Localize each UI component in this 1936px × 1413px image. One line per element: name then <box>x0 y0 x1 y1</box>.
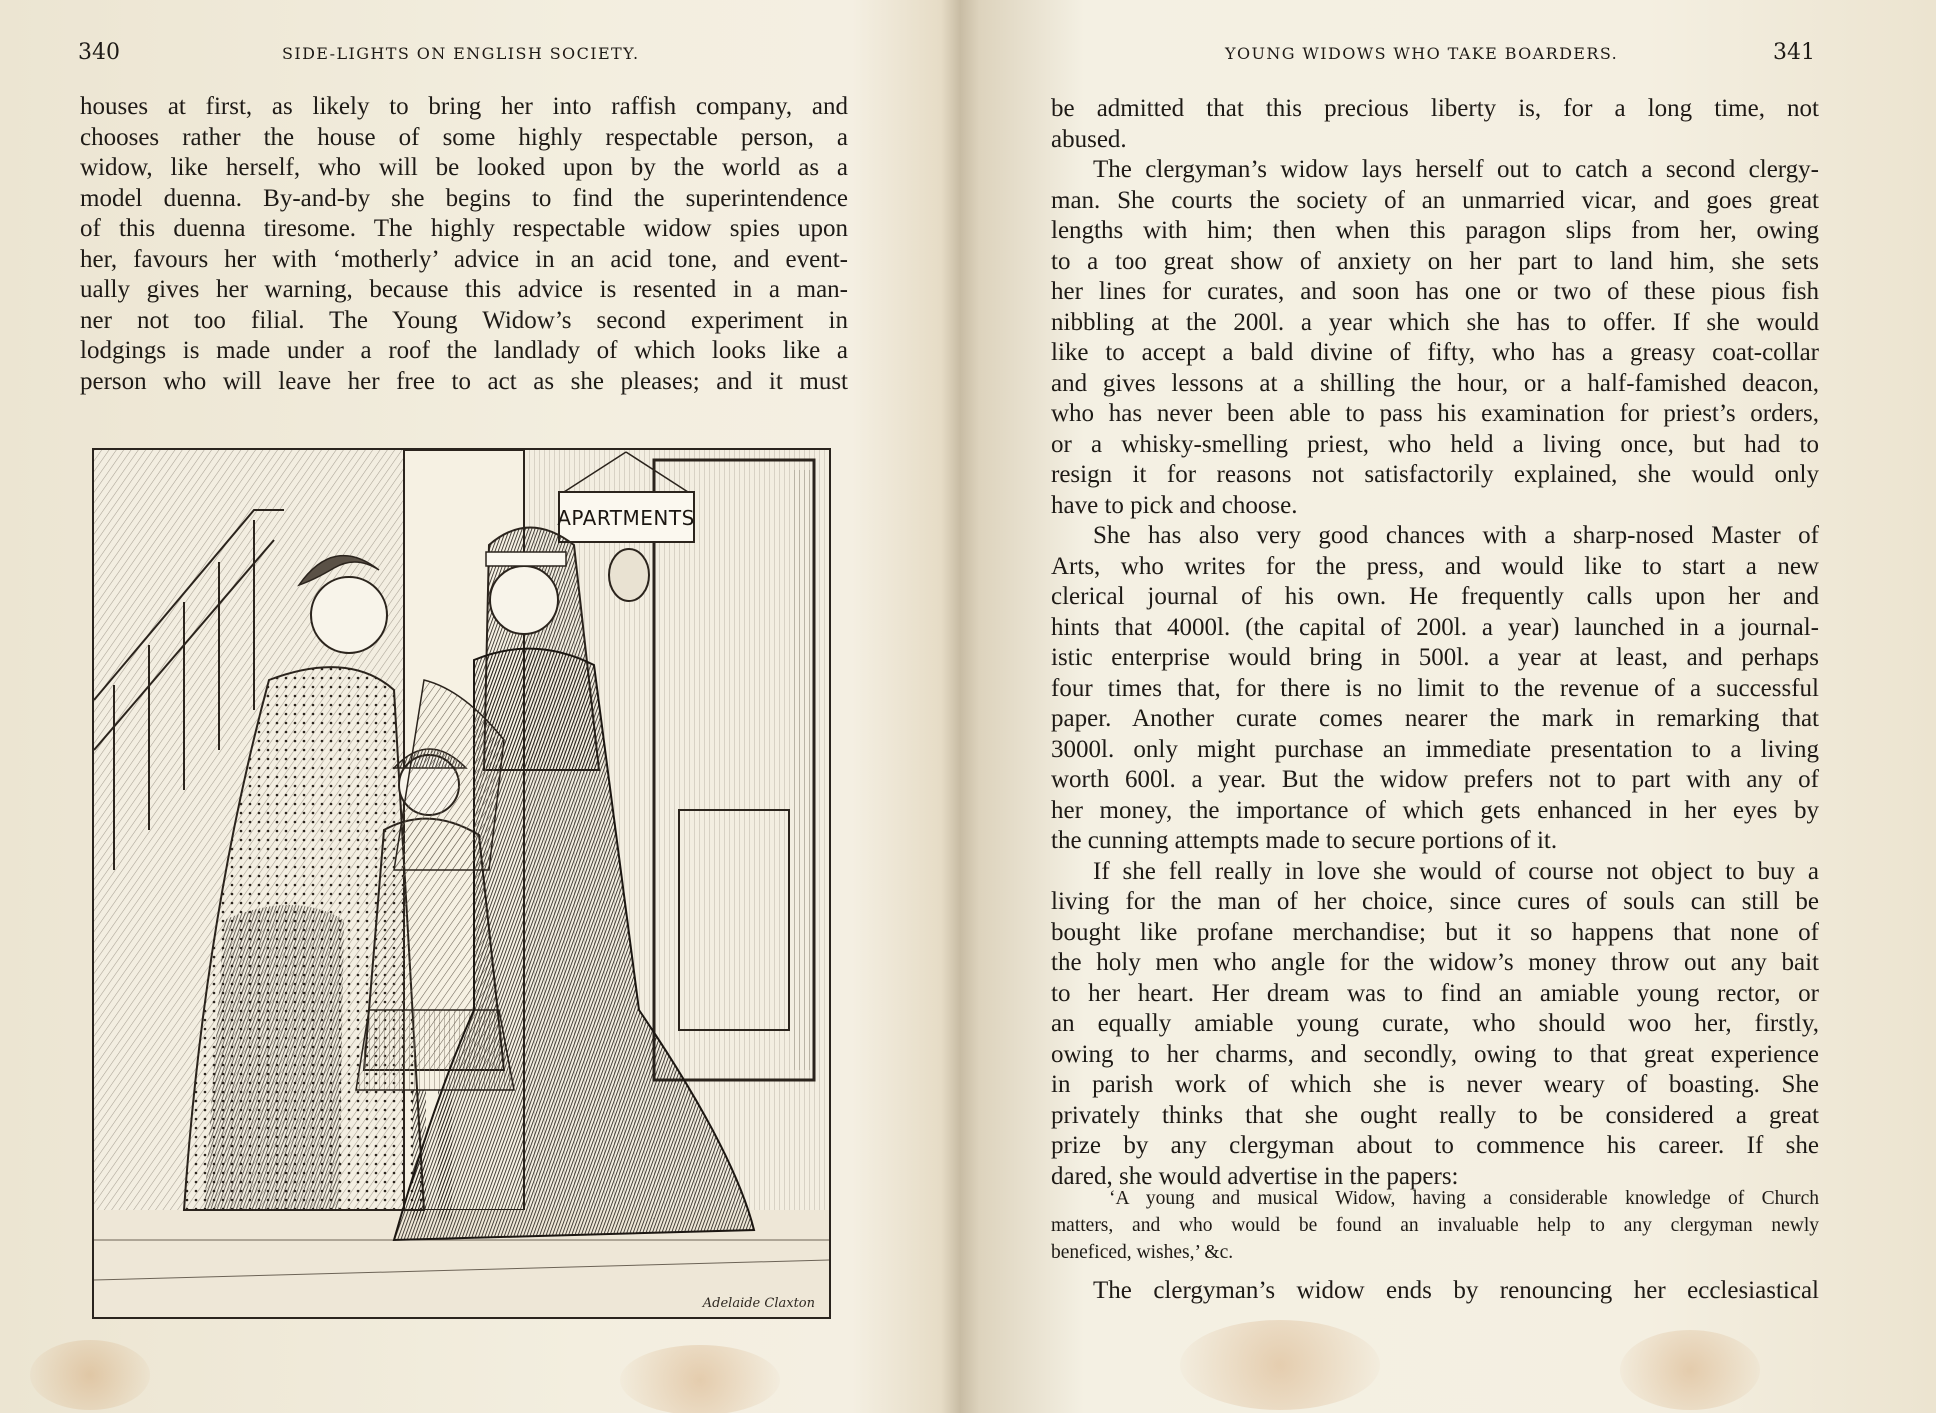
text-line: an equally amiable young curate, who should woo her, firstly, <box>1051 1010 1819 1037</box>
closing-line <box>1051 1276 1819 1307</box>
text-line: her money, the importance of which gets enhanced in her eyes by <box>1051 796 1819 824</box>
text-line: or a whisky-smelling priest, who held a living once, but had to <box>1051 430 1819 458</box>
left-running-header: SIDE-LIGHTS ON ENGLISH SOCIETY. <box>282 44 640 63</box>
advertisement-quote <box>1051 1185 1819 1266</box>
left-page-number: 340 <box>78 40 120 65</box>
right-running-header: YOUNG WIDOWS WHO TAKE BOARDERS. <box>1225 44 1619 63</box>
text-line: who has never been able to pass his examination for priest’s orders, <box>1051 400 1819 427</box>
text-line: bought like profane merchandise; but it so happens that none of <box>1051 918 1819 946</box>
text-line: four times that, for there is no limit to the revenue of a successful <box>1051 674 1819 702</box>
text-line: the holy men who angle for the widow’s money throw out any bait <box>1051 949 1819 976</box>
text-line: be admitted that this precious liberty is, for a long time, not <box>1051 95 1819 122</box>
text-line: istic enterprise would bring in 500l. a year at least, and perhaps <box>1051 644 1819 671</box>
apartments-sign: APARTMENTS <box>557 506 695 530</box>
text-line: worth 600l. a year. But the widow prefers not to part with any of <box>1051 766 1819 793</box>
text-line: living for the man of her choice, since cures of souls can still be <box>1051 888 1819 915</box>
artist-signature: Adelaide Claxton <box>702 1296 815 1311</box>
text-line: widow, like herself, who will be looked upon by the world as a <box>80 154 848 181</box>
text-line: resign it for reasons not satisfactorily explained, she would only <box>1051 461 1819 488</box>
text-line: and gives lessons at a shilling the hour, or a half-famished deacon, <box>1051 369 1819 397</box>
text-line: lengths with him; then when this paragon slips from her, owing <box>1051 217 1819 244</box>
text-line: have to pick and choose. <box>1051 491 1298 519</box>
text-line: of this duenna tiresome. The highly respectable widow spies upon <box>80 215 848 242</box>
text-line: her lines for curates, and soon has one or two of these pious fish <box>1051 278 1819 305</box>
left-body-text <box>80 92 848 397</box>
text-line: in parish work of which she is never weary of boasting. She <box>1051 1071 1819 1098</box>
text-line: clerical journal of his own. He frequently calls upon her and <box>1051 583 1819 610</box>
text-line: 3000l. only might purchase an immediate presentation to a living <box>1051 735 1819 763</box>
text-line: paper. Another curate comes nearer the mark in remarking that <box>1051 705 1819 732</box>
text-line: model duenna. By-and-by she begins to find the superintendence <box>80 184 848 212</box>
left-page <box>0 0 955 1413</box>
text-line: prize by any clergyman about to commence his career. If she <box>1051 1132 1819 1159</box>
text-line: Arts, who writes for the press, and would like to start a new <box>1051 552 1819 580</box>
text-line: man. She courts the society of an unmarried vicar, and goes great <box>1051 186 1819 214</box>
text-line: houses at first, as likely to bring her into raffish company, and <box>80 93 848 120</box>
text-line: She has also very good chances with a sharp-nosed Master of <box>1093 522 1819 549</box>
text-line: to her heart. Her dream was to find an amiable young rector, or <box>1051 979 1819 1007</box>
engraving-illustration <box>92 448 831 1319</box>
text-line: privately thinks that she ought really to be considered a great <box>1051 1101 1819 1129</box>
text-line: ner not too filial. The Young Widow’s second experiment in <box>80 306 848 334</box>
quote-line: ‘A young and musical Widow, having a considerable knowledge of Church <box>1109 1188 1819 1209</box>
text-line: dared, she would advertise in the papers: <box>1051 1162 1459 1190</box>
text-line: The clergyman’s widow lays herself out to catch a second clergy- <box>1093 156 1819 183</box>
text-line: hints that 4000l. (the capital of 200l. a year) launched in a journal- <box>1051 613 1819 641</box>
text-line: the cunning attempts made to secure portions of it. <box>1051 827 1558 854</box>
text-line: abused. <box>1051 125 1127 153</box>
text-line: The clergyman’s widow ends by renouncing her ecclesiastical <box>1093 1277 1819 1304</box>
text-line: nibbling at the 200l. a year which she has to offer. If she would <box>1051 308 1819 336</box>
text-line: to a too great show of anxiety on her part to land him, she sets <box>1051 247 1819 275</box>
text-line: like to accept a bald divine of fifty, who has a greasy coat-collar <box>1051 339 1819 366</box>
text-line: If she fell really in love she would of course not object to buy a <box>1093 857 1819 885</box>
right-page <box>955 0 1936 1413</box>
text-line: chooses rather the house of some highly respectable person, a <box>80 123 848 151</box>
text-line: her, favours her with ‘motherly’ advice in an acid tone, and event- <box>80 245 848 273</box>
engraving-drawing <box>94 450 829 1317</box>
quote-line: beneficed, wishes,’ &c. <box>1051 1242 1234 1263</box>
right-body-text <box>1051 94 1819 1192</box>
text-line: ually gives her warning, because this advice is resented in a man- <box>80 276 848 303</box>
text-line: owing to her charms, and secondly, owing to that great experience <box>1051 1040 1819 1068</box>
quote-line: matters, and who would be found an invaluable help to any clergyman newly <box>1051 1215 1819 1236</box>
right-page-number: 341 <box>1773 40 1815 65</box>
text-line: lodgings is made under a roof the landlady of which looks like a <box>80 337 848 364</box>
text-line: person who will leave her free to act as she pleases; and it must <box>80 367 848 395</box>
